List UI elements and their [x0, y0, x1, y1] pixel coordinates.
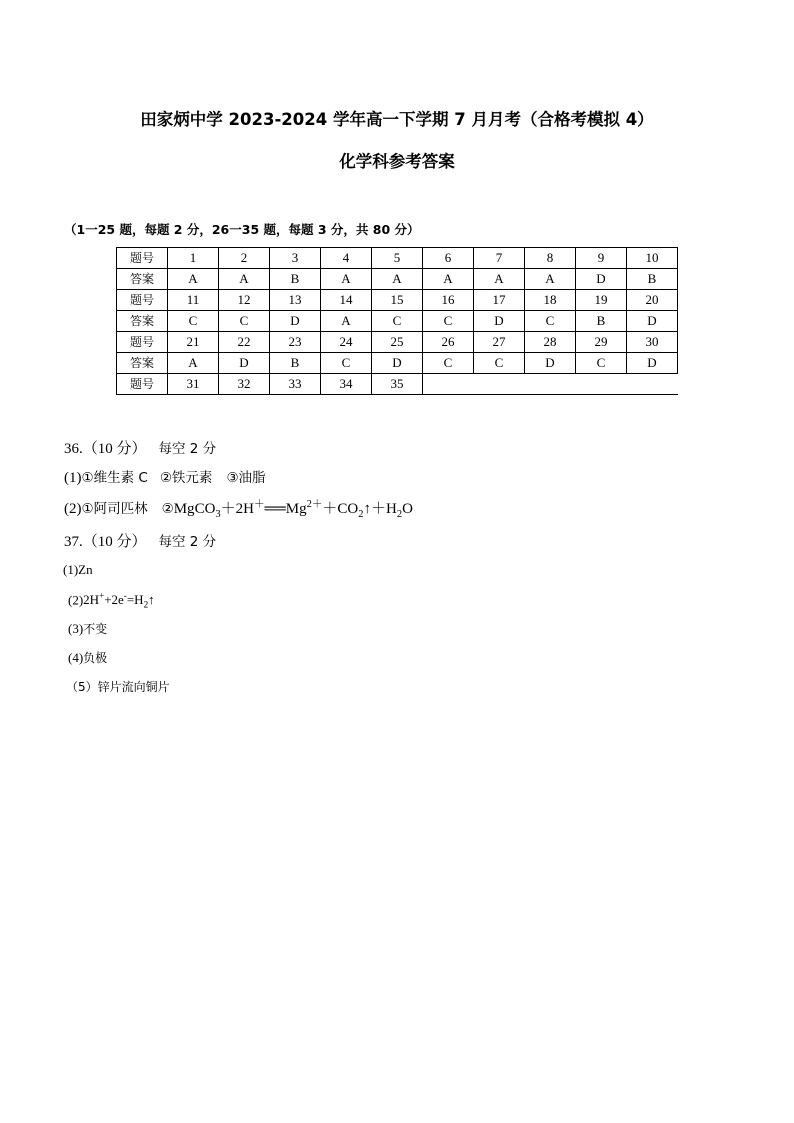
q37-part3-answer: 不变 — [83, 622, 108, 636]
table-cell: A — [168, 269, 219, 290]
q37-part5 — [66, 678, 170, 695]
table-cell: D — [627, 311, 678, 332]
q37-part2 — [68, 591, 155, 610]
table-cell: 28 — [525, 332, 576, 353]
document-subtitle: 化学科参考答案 — [339, 152, 455, 171]
table-cell: 18 — [525, 290, 576, 311]
q36-scoring: 每空 2 分 — [158, 441, 217, 457]
table-cell: D — [219, 353, 270, 374]
table-cell: C — [525, 311, 576, 332]
q37-heading — [64, 530, 216, 551]
table-cell: D — [372, 353, 423, 374]
table-cell: A — [372, 269, 423, 290]
question-number-row — [117, 290, 678, 311]
row-label: 题号 — [117, 374, 168, 395]
multiple-choice-scoring-note: （1一25 题，每题 2 分，26一35 题，每题 3 分，共 80 分） — [64, 222, 420, 237]
table-cell: C — [474, 353, 525, 374]
table-cell: 8 — [525, 248, 576, 269]
table-cell: 26 — [423, 332, 474, 353]
table-cell: C — [168, 311, 219, 332]
q36-part1 — [64, 466, 266, 487]
table-cell: 3 — [270, 248, 321, 269]
table-cell: B — [270, 269, 321, 290]
table-cell: A — [474, 269, 525, 290]
q36-part2-answer1: ①阿司匹林 — [81, 501, 148, 517]
empty-cell — [423, 374, 678, 395]
q37-part1 — [63, 562, 93, 578]
row-label: 答案 — [117, 269, 168, 290]
q37-part2-num: (2) — [68, 592, 84, 608]
table-cell: 24 — [321, 332, 372, 353]
answer-row — [117, 311, 678, 332]
table-cell: D — [474, 311, 525, 332]
table-cell: 11 — [168, 290, 219, 311]
q37-part4 — [68, 649, 107, 666]
table-cell: 25 — [372, 332, 423, 353]
table-cell: 10 — [627, 248, 678, 269]
table-cell: D — [576, 269, 627, 290]
q36-part2-num: (2) — [64, 501, 82, 517]
table-cell: C — [423, 311, 474, 332]
q37-part1-answer: Zn — [78, 562, 93, 577]
answer-row — [117, 269, 678, 290]
table-cell: 20 — [627, 290, 678, 311]
q36-part1-num: (1) — [64, 470, 82, 486]
row-label: 题号 — [117, 290, 168, 311]
table-cell: A — [168, 353, 219, 374]
table-cell: A — [423, 269, 474, 290]
table-cell: C — [321, 353, 372, 374]
table-cell: 34 — [321, 374, 372, 395]
q37-part5-answer: 锌片流向铜片 — [97, 680, 170, 694]
table-cell: D — [270, 311, 321, 332]
table-cell: A — [219, 269, 270, 290]
table-cell: B — [270, 353, 321, 374]
table-cell: 30 — [627, 332, 678, 353]
q36-number: 36.（10 分） — [64, 441, 147, 457]
table-cell: 9 — [576, 248, 627, 269]
table-cell: C — [372, 311, 423, 332]
table-cell: 21 — [168, 332, 219, 353]
q37-number: 37.（10 分） — [64, 534, 147, 550]
table-cell: 1 — [168, 248, 219, 269]
q36-heading — [64, 437, 216, 458]
question-number-row — [117, 374, 678, 395]
q36-part1-answer3: ③油脂 — [226, 470, 266, 486]
table-cell: C — [423, 353, 474, 374]
table-cell: 22 — [219, 332, 270, 353]
row-label: 答案 — [117, 311, 168, 332]
table-cell: 16 — [423, 290, 474, 311]
table-cell: 33 — [270, 374, 321, 395]
answer-key-table — [116, 247, 678, 395]
table-cell: 4 — [321, 248, 372, 269]
table-cell: 5 — [372, 248, 423, 269]
table-cell: 29 — [576, 332, 627, 353]
row-label: 答案 — [117, 353, 168, 374]
q37-part4-answer: 负极 — [83, 651, 108, 665]
table-cell: 17 — [474, 290, 525, 311]
q37-part1-num: (1) — [63, 562, 79, 577]
row-label: 题号 — [117, 248, 168, 269]
q37-electrode-equation: $2H^++2e^-=H_2↑$ — [83, 591, 155, 610]
table-cell: A — [321, 311, 372, 332]
table-cell: 15 — [372, 290, 423, 311]
q37-scoring: 每空 2 分 — [158, 534, 217, 550]
q37-part4-num: (4) — [68, 650, 84, 665]
q36-ionic-equation: $MgCO_3+2H^+══Mg^{2+}+CO_2↑+H_2O$ — [173, 499, 413, 520]
table-cell: A — [525, 269, 576, 290]
table-cell: 13 — [270, 290, 321, 311]
question-number-row — [117, 248, 678, 269]
table-cell: A — [321, 269, 372, 290]
q36-part1-answer1: ①维生素 C — [81, 470, 148, 486]
table-cell: 19 — [576, 290, 627, 311]
table-cell: 23 — [270, 332, 321, 353]
table-cell: 31 — [168, 374, 219, 395]
q37-part3 — [68, 620, 107, 637]
q37-part5-num: （5） — [66, 680, 98, 694]
table-cell: D — [627, 353, 678, 374]
table-cell: D — [525, 353, 576, 374]
q36-part2 — [64, 496, 413, 520]
table-cell: C — [219, 311, 270, 332]
table-cell: C — [576, 353, 627, 374]
question-number-row — [117, 332, 678, 353]
answer-row — [117, 353, 678, 374]
table-cell: 2 — [219, 248, 270, 269]
q36-part2-answer2-label: ② — [161, 501, 174, 517]
table-cell: 14 — [321, 290, 372, 311]
table-cell: B — [576, 311, 627, 332]
q37-part3-num: (3) — [68, 621, 84, 636]
table-cell: 35 — [372, 374, 423, 395]
row-label: 题号 — [117, 332, 168, 353]
table-cell: 32 — [219, 374, 270, 395]
table-cell: B — [627, 269, 678, 290]
q36-part1-answer2: ②铁元素 — [159, 470, 213, 486]
table-cell: 6 — [423, 248, 474, 269]
document-title: 田家炳中学 2023-2024 学年高一下学期 7 月月考（合格考模拟 4） — [140, 110, 654, 129]
table-cell: 27 — [474, 332, 525, 353]
table-cell: 12 — [219, 290, 270, 311]
table-cell: 7 — [474, 248, 525, 269]
